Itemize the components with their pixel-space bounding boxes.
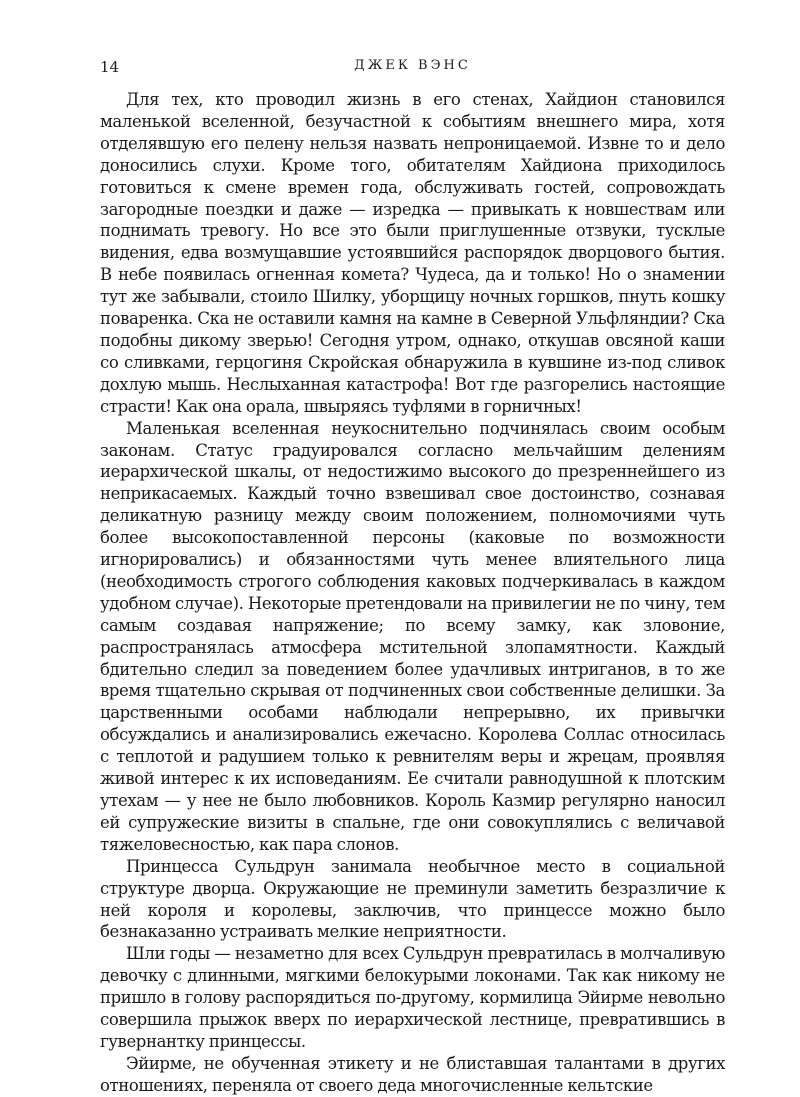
paragraph: Принцесса Сульдрун занимала необычное место в социальной структуре дворца. Окружающие не преминули заметить безразличие к ней короля и королевы, заключив, что принцессе можно было безнаказанно устраивать мелкие неприятности. — [100, 856, 725, 942]
paragraph: Маленькая вселенная неукоснительно подчинялась своим особым законам. Статус градуировался согласно мельчайшим делениям иерархической шкалы, от недостижимо высокого до презреннейшего из неприкасаемых. Каждый точно взвешивал свое достоинство, сознавая деликатную разницу между своим положением, полномочиями чуть более высокопоставленной персоны (каковые по возможности игнорировались) и обязанностями чуть менее влиятельного лица (необходимость строгого соблюдения каковых подчеркивалась в каждом удобном случае). Некоторые претендовали на привилегии не по чину, тем самым создавая напряжение; по всему замку, как зловоние, распространялась атмосфера мстительной злопамятности. Каждый бдительно следил за поведением более удачливых интриганов, в то же время тщательно скрывая от подчиненных свои собственные делишки. За царственными особами наблюдали непрерывно, их привычки обсуждались и анализировались ежечасно. Королева Соллас относилась с теплотой и радушием только к ревнителям веры и жрецам, проявляя живой интерес к их исповеданиям. Ее считали равнодушной к плотским утехам — у нее не было любовников. Король Казмир регулярно наносил ей супружеские визиты в спальне, где они совокуплялись с величавой тяжеловесностью, как пара слонов. — [100, 418, 725, 854]
paragraph: Эйирме, не обученная этикету и не блиставшая талантами в других отношениях, переняла от своего деда многочисленные кельтские — [100, 1053, 725, 1095]
page-number: 14 — [100, 58, 120, 76]
paragraph: Для тех, кто проводил жизнь в его стенах, Хайдион становился маленькой вселенной, безучастной к событиям внешнего мира, хотя отделявшую его пелену нельзя назвать непроницаемой. Извне то и дело доносились слухи. Кроме того, обитателям Хайдиона приходилось готовиться к смене времен года, обслуживать гостей, сопровождать загородные поездки и даже — изредка — привыкать к новшествам или поднимать тревогу. Но все это были приглушенные отзвуки, тусклые видения, едва возмущавшие устоявшийся распорядок дворцового бытия. В небе появилась огненная комета? Чудеса, да и только! Но о знамении тут же забывали, стоило Шилку, уборщицу ночных горшков, пнуть кошку поваренка. Ска не оставили камня на камне в Северной Ульфляндии? Ска подобны дикому зверью! Сегодня утром, однако, откушав овсяной каши со сливками, герцогиня Скройская обнаружила в кувшине из-под сливок дохлую мышь. Неслыханная катастрофа! Вот где разгорелись настоящие страсти! Как она орала, швыряясь туфлями в горничных! — [100, 90, 725, 416]
paragraph: Шли годы — незаметно для всех Сульдрун превратилась в молчаливую девочку с длинными, мягкими белокурыми локонами. Так как никому не пришло в голову распорядиться по-другому, кормилица Эйирме невольно совершила прыжок вверх по иерархической лестнице, превратившись в гувернантку принцессы. — [100, 944, 725, 1051]
page-header — [100, 58, 725, 82]
body-text — [100, 89, 725, 1095]
running-head-author: ДЖЕК ВЭНС — [354, 58, 471, 73]
